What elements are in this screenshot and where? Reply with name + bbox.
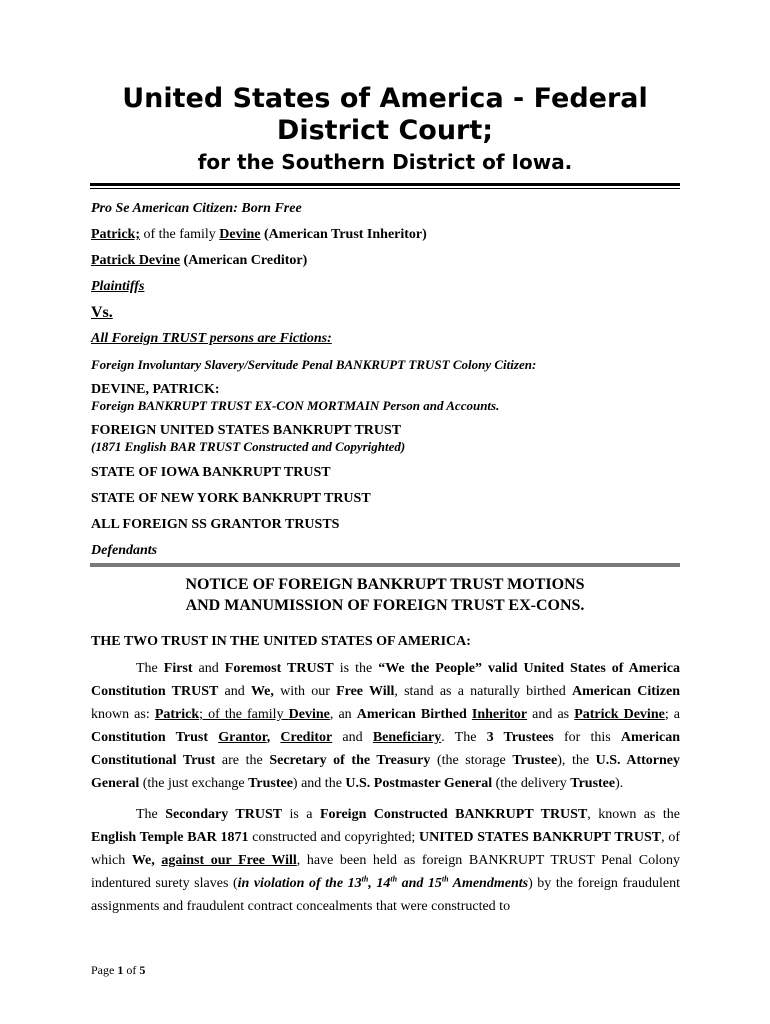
text-run: with our xyxy=(273,684,337,699)
current-page-number: 1 xyxy=(117,963,124,977)
bold-run: American Birthed xyxy=(356,707,467,722)
paragraph-secondary-trust xyxy=(91,803,680,918)
underlined-run: Inheritor xyxy=(471,707,528,722)
title-double-rule xyxy=(90,183,680,189)
devine-desc-line: Foreign BANKRUPT TRUST EX-CON MORTMAIN Person and Accounts. xyxy=(91,398,500,413)
text-run: ). xyxy=(615,776,624,791)
plaintiff1-name: Patrick; xyxy=(91,227,140,242)
bold-italic-run: in violation of the 13 xyxy=(237,876,362,891)
bold-run: Foreign Constructed BANKRUPT TRUST xyxy=(319,807,588,822)
bold-italic-run: , 14 xyxy=(368,876,391,891)
plaintiff-line-2 xyxy=(91,251,681,277)
superscript-run: th xyxy=(390,874,398,884)
text-run: and as xyxy=(527,707,575,722)
underlined-run: Devine xyxy=(288,707,330,722)
bold-run: Trustee xyxy=(512,753,558,768)
bold-run: Secondary TRUST xyxy=(165,807,283,822)
underlined-run: Patrick Devine xyxy=(574,707,665,722)
bold-run: We, xyxy=(131,853,162,868)
text-run: for this xyxy=(553,730,621,745)
superscript-run: th xyxy=(361,874,369,884)
footer-mid: of xyxy=(123,963,140,977)
text-run: , of which xyxy=(91,830,680,868)
plaintiff-line-1 xyxy=(91,225,681,251)
spacer xyxy=(91,455,681,463)
text-run: and xyxy=(332,730,373,745)
text-run: , stand as a naturally birthed xyxy=(394,684,572,699)
text-run: , known as the xyxy=(587,807,680,822)
grantor-trusts-line: ALL FOREIGN SS GRANTOR TRUSTS xyxy=(91,517,340,532)
text-run xyxy=(208,730,218,745)
bold-italic-run: and 15 xyxy=(397,876,442,891)
underlined-run: Beneficiary xyxy=(372,730,442,745)
text-run: , xyxy=(266,730,281,745)
spacer xyxy=(91,414,681,422)
text-run: constructed and copyrighted; xyxy=(248,830,420,845)
text-run: The xyxy=(136,661,164,676)
underlined-run: against our Free Will xyxy=(161,853,297,868)
section-heading: THE TWO TRUST IN THE UNITED STATES OF AMERICA: xyxy=(91,634,471,649)
text-run: ; a xyxy=(664,707,681,722)
foreign-us-trust-line: FOREIGN UNITED STATES BANKRUPT TRUST xyxy=(91,423,402,438)
bold-run: American Citizen xyxy=(571,684,681,699)
footer-prefix: Page xyxy=(91,963,118,977)
defendants-label: Defendants xyxy=(91,543,158,558)
court-title-line1: United States of America - Federal xyxy=(122,83,648,114)
foreign-us-trust-desc: (1871 English BAR TRUST Constructed and Copyrighted) xyxy=(91,439,406,454)
text-run: ) and the xyxy=(292,776,346,791)
bold-run: UNITED STATES BANKRUPT TRUST xyxy=(419,830,662,845)
plaintiff1-mid: of the family xyxy=(139,227,220,242)
superscript-run: th xyxy=(441,874,449,884)
document-body xyxy=(91,631,680,926)
plaintiffs-label: Plaintiffs xyxy=(91,279,145,294)
bold-run: Foremost TRUST xyxy=(224,661,334,676)
underlined-run: Grantor xyxy=(218,730,267,745)
paragraph-first-trust xyxy=(91,657,680,795)
bold-run: Trustee xyxy=(248,776,293,791)
notice-title-line2: AND MANUMISSION OF FOREIGN TRUST EX-CONS. xyxy=(185,597,585,614)
plaintiff1-family: Devine xyxy=(219,227,261,242)
plaintiff2-role: (American Creditor) xyxy=(180,253,308,268)
bold-run: “We the People” valid United States of America Constitution TRUST xyxy=(91,661,680,699)
foreign-citizen-line: Foreign Involuntary Slavery/Servitude Penal BANKRUPT TRUST Colony Citizen: xyxy=(91,357,537,372)
fictions-line: All Foreign TRUST persons are Fictions: xyxy=(91,331,332,346)
text-run: are the xyxy=(215,753,270,768)
text-run: is a xyxy=(282,807,320,822)
underlined-run: ; of the family xyxy=(199,707,289,722)
underlined-run: Patrick xyxy=(154,707,200,722)
text-run: , have been held as foreign BANKRUPT TRUST Penal Colony indentured surety slaves ( xyxy=(91,853,681,891)
bold-run: U.S. Postmaster General xyxy=(345,776,493,791)
parties-bottom-rule xyxy=(90,563,680,567)
bold-run: Constitution Trust xyxy=(91,730,209,745)
bold-run: Secretary of the Treasury xyxy=(269,753,431,768)
text-run: , an xyxy=(329,707,357,722)
text-run: . The xyxy=(441,730,487,745)
underlined-run: Creditor xyxy=(280,730,333,745)
bold-run: U.S. Attorney General xyxy=(91,753,681,791)
bold-italic-run: Amendments xyxy=(448,876,529,891)
bold-run: We, xyxy=(250,684,274,699)
text-run: and xyxy=(192,661,225,676)
text-run: and xyxy=(218,684,251,699)
court-subtitle: for the Southern District of Iowa. xyxy=(197,150,573,174)
devine-caps-line: DEVINE, PATRICK: xyxy=(91,382,220,397)
text-run: ) by the foreign fraudulent assignments and fraudulent contract concealments that were constructed to xyxy=(91,876,681,914)
bold-run: English Temple BAR 1871 xyxy=(91,830,249,845)
bold-run: American Constitutional Trust xyxy=(91,730,681,768)
notice-title-line1: NOTICE OF FOREIGN BANKRUPT TRUST MOTIONS xyxy=(185,576,585,593)
text-run: ), the xyxy=(557,753,596,768)
page-footer xyxy=(91,963,145,978)
plaintiff1-role: (American Trust Inheritor) xyxy=(260,227,427,242)
court-title xyxy=(90,83,680,175)
bold-run: Free Will xyxy=(336,684,395,699)
ny-trust-line: STATE OF NEW YORK BANKRUPT TRUST xyxy=(91,491,371,506)
iowa-trust-line: STATE OF IOWA BANKRUPT TRUST xyxy=(91,465,331,480)
text-run: (the delivery xyxy=(492,776,571,791)
bold-run: Trustee xyxy=(570,776,616,791)
plaintiff2-name: Patrick Devine xyxy=(91,253,181,268)
text-run: (the storage xyxy=(430,753,513,768)
bold-run: 3 Trustees xyxy=(486,730,554,745)
text-run: The xyxy=(136,807,166,822)
court-title-line2: District Court; xyxy=(276,115,494,146)
text-run: (the just exchange xyxy=(139,776,249,791)
total-page-count: 5 xyxy=(139,963,146,977)
text-run: is the xyxy=(333,661,379,676)
text-run: known as: xyxy=(91,707,155,722)
notice-title xyxy=(90,574,680,616)
case-parties xyxy=(91,199,681,567)
bold-run: First xyxy=(163,661,193,676)
pro-se-line: Pro Se American Citizen: Born Free xyxy=(91,201,302,216)
versus-label: Vs. xyxy=(91,304,113,321)
